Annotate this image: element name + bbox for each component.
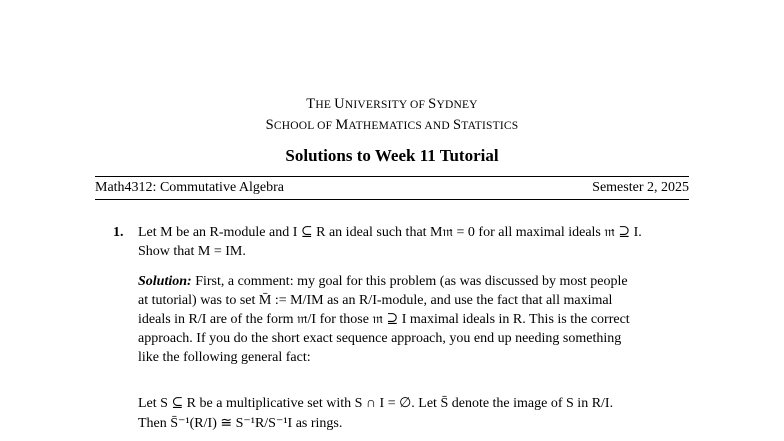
question-number: 1. [113, 225, 124, 240]
document-title: Solutions to Week 11 Tutorial [285, 146, 499, 165]
solution-line-1-text: First, a comment: my goal for this problem (as was discussed by most people [191, 274, 628, 289]
fact-line-1: Let S ⊆ R be a multiplicative set with S ∩ I = ∅. Let S̄ denote the image of S in R/I. [138, 396, 614, 411]
header-rule-top [95, 176, 689, 177]
solution-line-2: at tutorial) was to set M̄ := M/IM as an R/I-module, and use the fact that all maximal [138, 293, 613, 308]
solution-line-1 [138, 273, 628, 291]
solution-line-4: approach. If you do the short exact sequence approach, you end up needing something [138, 331, 622, 346]
semester-label: Semester 2, 2025 [592, 180, 689, 195]
school-name: SCHOOL OF MATHEMATICS AND STATISTICS [265, 117, 519, 133]
solution-line-3: ideals in R/I are of the form 𝔪/I for those 𝔪 ⊇ I maximal ideals in R. This is the correct [138, 312, 630, 327]
header-rule-bottom [95, 199, 689, 200]
solution-label: Solution: [138, 274, 192, 289]
university-name: THE UNIVERSITY OF SYDNEY [306, 96, 478, 112]
fact-line-2: Then S̄⁻¹(R/I) ≅ S⁻¹R/S⁻¹I as rings. [138, 416, 343, 431]
solution-line-5: like the following general fact: [138, 350, 311, 365]
question-line-1: Let M be an R-module and I ⊆ R an ideal such that M𝔪 = 0 for all maximal ideals 𝔪 ⊇ I. [138, 225, 642, 240]
course-name: Math4312: Commutative Algebra [95, 180, 284, 195]
question-line-2: Show that M = IM. [138, 244, 246, 259]
